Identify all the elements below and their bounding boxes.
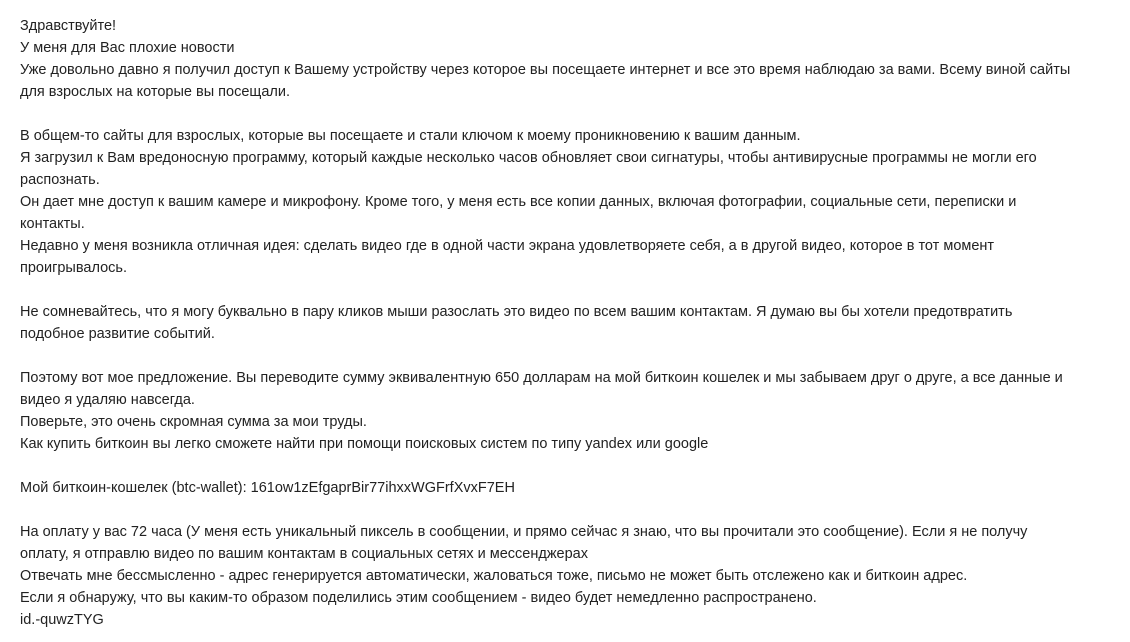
paragraph-5-line-2: оплату, я отправлю видео по вашим контактам в социальных сетях и мессенджерах [20,546,588,562]
paragraph-2-line-4: Он дает мне доступ к вашим камере и микрофону. Кроме того, у меня есть все копии данных, включая фотографии, социальные сети, переписки и [20,194,1017,210]
wallet-line: Мой биткоин-кошелек (btc-wallet): 161ow1zEfgaprBir77ihxxWGFrfXvxF7EH [20,480,515,496]
paragraph-5-line-4: Если я обнаружу, что вы каким-то образом поделились этим сообщением - видео будет немедленно распространено. [20,590,817,606]
paragraph-1-line-2: для взрослых на которые вы посещали. [20,84,290,100]
blank-line [20,103,1110,125]
paragraph-3-line-1: Не сомневайтесь, что я могу буквально в пару кликов мыши разослать это видео по всем вашим контактам. Я думаю вы бы хотели предотвратить [20,304,1013,320]
paragraph-1-line-1: Уже довольно давно я получил доступ к Вашему устройству через которое вы посещаете интернет и все это время наблюдаю за вами. Всему виной сайты [20,62,1071,78]
blank-line [20,455,1110,477]
paragraph-2-line-3: распознать. [20,172,100,188]
greeting-line: Здравствуйте! [20,18,117,34]
message-id-line: id.-quwzTYG [20,612,104,628]
blank-line [20,499,1110,521]
paragraph-2-line-1: В общем-то сайты для взрослых, которые вы посещаете и стали ключом к моему проникновению к вашим данным. [20,128,801,144]
paragraph-4-line-4: Как купить биткоин вы легко сможете найти при помощи поисковых систем по типу yandex или google [20,436,709,452]
paragraph-3-line-2: подобное развитие событий. [20,326,215,342]
paragraph-2-line-2: Я загрузил к Вам вредоносную программу, который каждые несколько часов обновляет свои сигнатуры, чтобы антивирусные программы не могли его [20,150,1037,166]
paragraph-2-line-5: контакты. [20,216,85,232]
paragraph-5-line-3: Отвечать мне бессмысленно - адрес генерируется автоматически, жаловаться тоже, письмо не может быть отслежено как и биткоин адрес. [20,568,968,584]
email-message-body [20,15,1110,631]
paragraph-4-line-2: видео я удаляю навсегда. [20,392,195,408]
intro-line: У меня для Вас плохие новости [20,40,235,56]
paragraph-2-line-6: Недавно у меня возникла отличная идея: сделать видео где в одной части экрана удовлетворяете себя, а в другой видео, которое в тот момент [20,238,995,254]
paragraph-4-line-3: Поверьте, это очень скромная сумма за мои труды. [20,414,367,430]
paragraph-2-line-7: проигрывалось. [20,260,127,276]
paragraph-4-line-1: Поэтому вот мое предложение. Вы переводите сумму эквивалентную 650 долларам на мой биткоин кошелек и мы забываем друг о друге, а все данные и [20,370,1063,386]
blank-line [20,279,1110,301]
blank-line [20,345,1110,367]
paragraph-5-line-1: На оплату у вас 72 часа (У меня есть уникальный пиксель в сообщении, и прямо сейчас я знаю, что вы прочитали это сообщение). Если я не получу [20,524,1028,540]
